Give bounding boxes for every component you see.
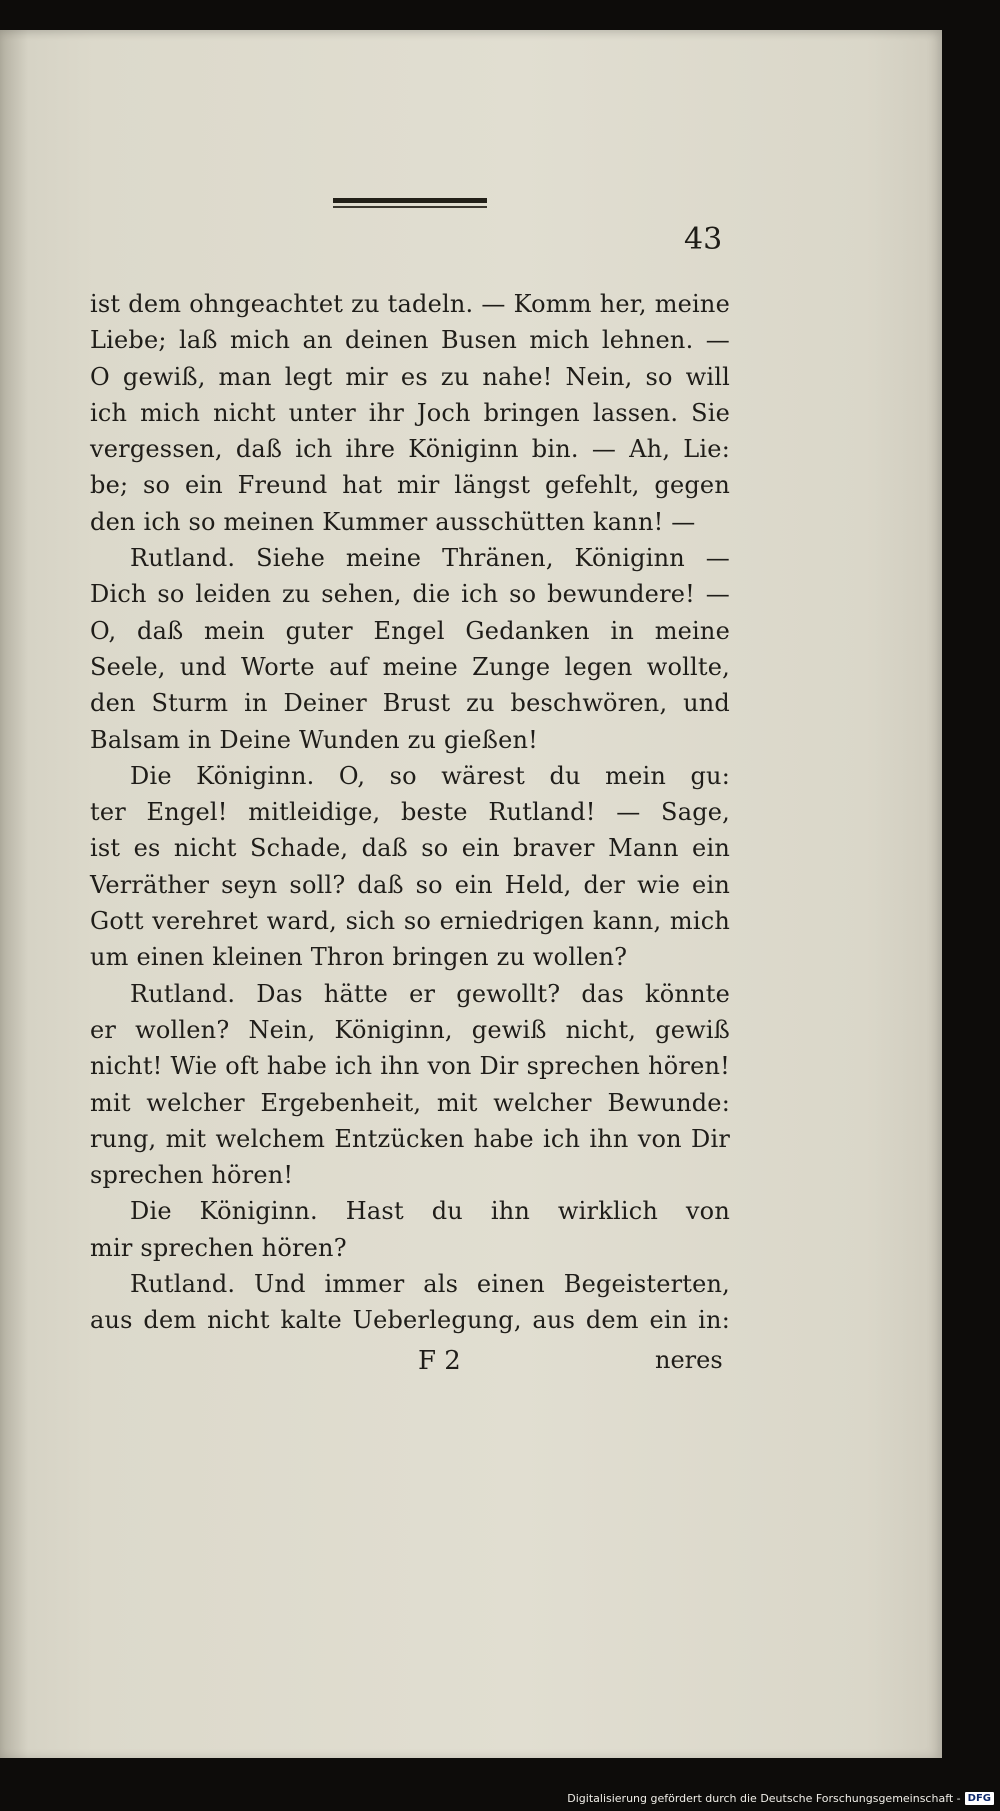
digitization-credit	[567, 1792, 994, 1805]
text-line: er wollen? Nein, Königinn, gewiß nicht, gewiß	[90, 1015, 730, 1044]
text-line: aus dem nicht kalte Ueberlegung, aus dem ein in:	[90, 1306, 730, 1335]
text-line: be; so ein Freund hat mir längst gefehlt, gegen	[90, 471, 730, 500]
text-line: Balsam in Deine Wunden zu gießen!	[90, 725, 538, 754]
text-line: rung, mit welchem Entzücken habe ich ihn von Dir	[90, 1124, 730, 1153]
text-line: Liebe; laß mich an deinen Busen mich lehnen. —	[90, 326, 730, 355]
header-rule	[333, 194, 487, 210]
header-rule-thick	[333, 198, 487, 203]
text-line: ter Engel! mitleidige, beste Rutland! — Sage,	[90, 798, 730, 827]
text-line: O, daß mein guter Engel Gedanken in meine	[90, 616, 730, 645]
text-line: ich mich nicht unter ihr Joch bringen lassen. Sie	[90, 398, 730, 427]
text-line: vergessen, daß ich ihre Königinn bin. — Ah, Lie:	[90, 435, 730, 464]
text-line: Gott verehret ward, sich so erniedrigen kann, mich	[90, 907, 730, 936]
book-page	[0, 30, 942, 1758]
speaker-line: Die Königinn. Hast du ihn wirklich von	[130, 1197, 730, 1226]
text-line: ist es nicht Schade, daß so ein braver Mann ein	[90, 834, 730, 863]
speaker-line: Rutland. Und immer als einen Begeisterten,	[130, 1270, 730, 1299]
text-line: sprechen hören!	[90, 1161, 294, 1190]
page-number: 43	[684, 222, 723, 257]
speaker-line: Rutland. Das hätte er gewollt? das könnte	[130, 979, 730, 1008]
text-line: ist dem ohngeachtet zu tadeln. — Komm her, meine	[90, 290, 730, 318]
text-line: um einen kleinen Thron bringen zu wollen?	[90, 943, 628, 972]
speaker-line: Rutland. Siehe meine Thränen, Königinn —	[130, 544, 730, 573]
dfg-logo-icon: DFG	[965, 1792, 994, 1805]
text-line: den ich so meinen Kummer ausschütten kann! —	[90, 507, 696, 536]
text-line: mir sprechen hören?	[90, 1233, 347, 1262]
text-line: Dich so leiden zu sehen, die ich so bewundere! —	[90, 580, 730, 609]
text-line: den Sturm in Deiner Brust zu beschwören, und	[90, 689, 730, 718]
catchword: neres	[655, 1346, 723, 1374]
text-line: nicht! Wie oft habe ich ihn von Dir sprechen hören!	[90, 1052, 730, 1081]
signature-mark: F 2	[418, 1346, 461, 1376]
header-rule-thin	[333, 206, 487, 208]
speaker-line: Die Königinn. O, so wärest du mein gu:	[130, 761, 730, 790]
text-line: O gewiß, man legt mir es zu nahe! Nein, so will	[90, 362, 730, 391]
spine-shadow	[0, 30, 28, 1758]
text-line: Seele, und Worte auf meine Zunge legen wollte,	[90, 652, 730, 681]
text-line: mit welcher Ergebenheit, mit welcher Bewunde:	[90, 1088, 730, 1117]
text-line: Verräther seyn soll? daß so ein Held, der wie ein	[90, 870, 730, 899]
body-text	[90, 286, 730, 1339]
credit-text: Digitalisierung gefördert durch die Deutsche Forschungsgemeinschaft -	[567, 1792, 961, 1805]
